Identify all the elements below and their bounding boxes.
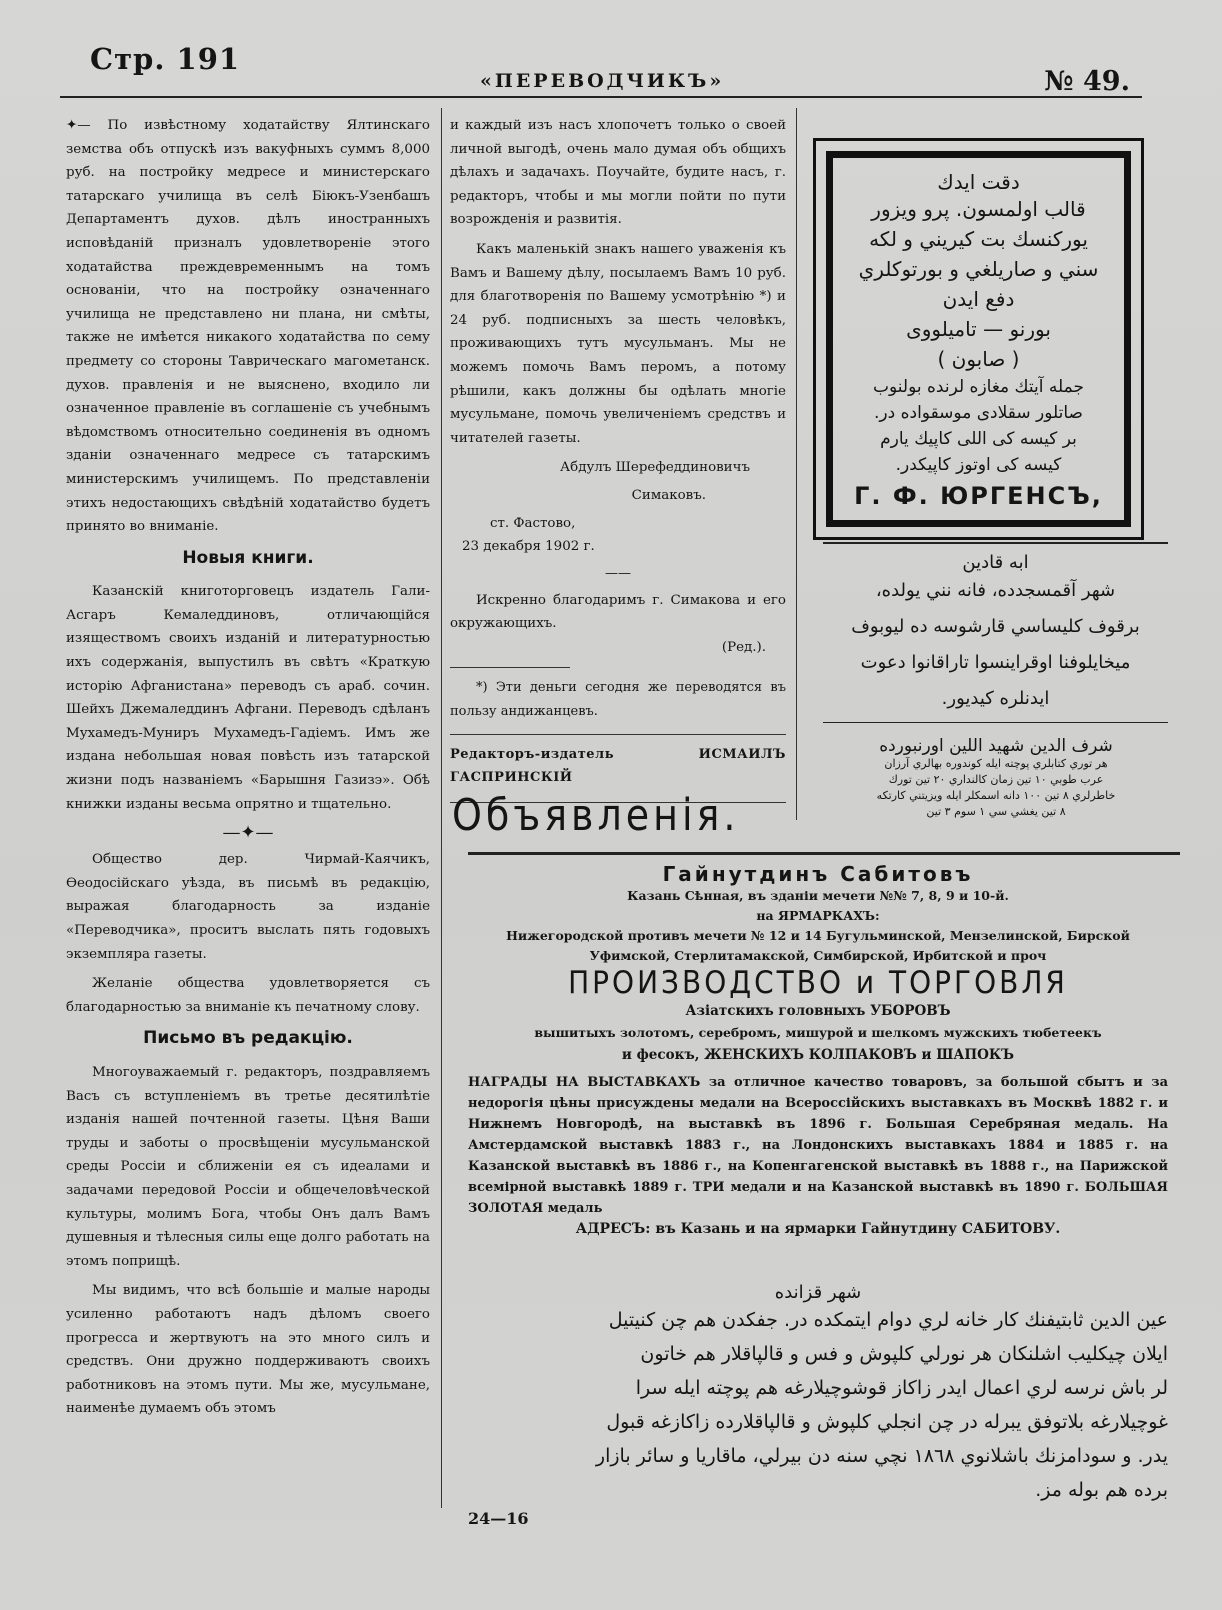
announcements-heading: Объявленія. [452,789,740,841]
ad-line: بورنو — تاميلووی [906,317,1051,341]
dash-divider: —— [605,565,631,581]
ad-heading: شرف الدين شهيد اللين اورنبورده [879,736,1113,756]
letter-heading: Письмо въ редакцію. [143,1028,353,1049]
awards-text: НАГРАДЫ НА ВЫСТАВКАХЪ за отличное качество товаровъ, за большой сбытъ и за недорогія цѣны присуждены медали на Всероссійскихъ выставкахъ въ Москвѣ 1882 г. и Нижнемъ Новгородѣ, на выставкѣ въ 1896 г. Большая Серебряная медаль. На Амстердамской выставкѣ 1883 г., на Лондонскихъ выставкахъ 1884 и 1885 г. на Казанской выставкѣ въ 1886 г., на Копенгагенской выставкѣ въ 1888 г., на Парижской всемірной выставкѣ 1889 г. ТРИ медали и на Казанской выставкѣ въ 1890 г. БОЛЬШАЯ ЗОЛОТАЯ медаль [468,1075,1168,1216]
bookseller-ad [836,736,1156,820]
ad-heading: شهر قزانده [774,1282,862,1303]
page-number: Стр. 191 [90,42,241,76]
editor-rule-top [450,734,786,735]
production-trade: ПРОИЗВОДСТВО и ТОРГОВЛЯ [568,964,1068,1001]
column-divider-left [441,108,442,1508]
ad-line: دفع ايدن [942,287,1015,311]
ad-frame [826,151,1131,527]
ad-line: برقوف کليساسي قارشوسه ده ليوبوف [851,616,1140,637]
embroidery-line: вышитыхъ золотомъ, серебромъ, мишурой и шелкомъ мужскихъ тюбетеекъ [534,1025,1102,1040]
ad-line: ايدنلره کيديور. [941,688,1050,709]
merchant-address: Казань Сѣнная, въ зданіи мечети №№ 7, 8, 9 и 10-й. [627,888,1009,903]
ad-heading: ابه قادين [962,552,1029,573]
issue-number: № 49. [1044,66,1130,97]
letter-paragraph-1: Многоуважаемый г. редакторъ, поздравляемъ Васъ съ вступленіемъ въ третье десятилѣтіе изданія нашей почтенной газеты. Цѣня Ваши труды и заботы о просвѣщеніи мусульманской среды Россіи и сближеніи ея съ идеалами и задачами передовой Россіи и общечеловѣческой культуры, молимъ Бога, чтобы Онъ далъ Вамъ душевныя и тѣлесныя силы еще долго работать на этомъ поприщѣ. [66,1064,430,1269]
ad-line: يورکنسك بت کيريني و لکه [869,227,1088,251]
society-article-2: Желаніе общества удовлетворяется съ благодарностью за вниманіе къ печатному слову. [66,976,430,1015]
masthead-rule [60,96,1142,98]
column-1 [66,114,430,1427]
column-divider-right [796,108,797,820]
ornament-divider: —✦— [222,822,274,844]
fairs-label: на ЯРМАРКАХЪ: [756,908,880,923]
ad-line: ( صابون ) [937,347,1020,371]
ad-line: ميخايلوفنا اوقراينسوا تاراقانوا دعوت [860,652,1131,673]
signature-name-2: Симаковъ. [631,487,706,503]
new-books-heading: Новыя книги. [182,547,314,568]
ad-line: يدر. و سودامزنك باشلانوي ١٨٦٨ نچي سنه دن بيرلي، ماقاريا و سائر بازار [595,1445,1168,1467]
signature-place: ст. Фастово, [490,515,576,531]
ad-line: لر باش نرسه لري اعمال ايدر زاکاز قوشوچيلارغه هم پوچته ايله سرا [635,1377,1168,1399]
ad-line: هر توري کتابلري پوچته ايله کوندوره بهالري آرزان [884,757,1108,770]
sabitov-address: АДРЕСЪ: въ Казань и на ярмарки Гайнутдину САБИТОВУ. [575,1221,1061,1237]
ad-line: عين الدين ثابتيفنك کار خانه لري دوام ايتمکده در. جفکدن هم چن کنيتيل [608,1309,1168,1331]
ad-line: ايلان چيکليب اشلنکان هر نورلي کلپوش و فس و قالپاقلار هم خاتون [640,1343,1168,1365]
ad-line: بر کيسه کی اللی کاپيك يارم [880,429,1077,449]
ad-line: غوچيلارغه بلاتوفق يبرله در چن انجلي کلپوش و قالپاقلارده زاکازغه قبول [606,1411,1168,1433]
letter-continued-1: и каждый изъ насъ хлопочетъ только о своей личной выгодѣ, очень мало думая объ общихъ дѣлахъ и задачахъ. Поучайте, будите насъ, г. редакторъ, чтобы и мы могли пойти по пути возрожденія и развитія. [450,118,786,228]
ad-line: شهر آقمسجدده، فانه نني يولده، [875,580,1116,601]
ad-line: عرب طوبي ١٠ تين زمان کالنداري ٢٠ تين تورك [888,773,1104,786]
thanks-note: Искренно благодаримъ г. Симакова и его окружающихъ. [450,592,786,632]
ad-line: کيسه کی اوتوز کاپيکدر. [895,455,1062,475]
ad-line: صاتلور سقلادی موسقواده در. [874,403,1083,423]
letter-paragraph-2: Мы видимъ, что всѣ большіе и малые народы усиленно работаютъ надъ дѣломъ своего прогресса и жертвуютъ на это много силъ и средствъ. Они дружно поддерживаютъ своихъ работниковъ на этомъ пути. Мы же, мусульмане, наименѣе думаемъ объ этомъ [66,1283,430,1417]
midwife-ad [823,552,1168,717]
ads-section-rule [468,852,1180,855]
column-2 [450,114,786,803]
jurgens-soap-ad [813,138,1144,540]
caps-line: и фесокъ, ЖЕНСКИХЪ КОЛПАКОВЪ и ШАПОКЪ [621,1047,1015,1063]
signature-name-1: Абдулъ Шерефеддиновичъ [560,460,750,476]
footnote-rule [450,667,570,668]
headwear-line: Азіатскихъ головныхъ УБОРОВЪ [685,1003,951,1019]
footnote: *) Эти деньги сегодня же переводятся въ пользу андижанцевъ. [450,680,786,720]
ad-line: ٨ تين يغشي سي ١ سوم ٣ تين [926,805,1066,818]
ad-line: خاطرلري ٨ تين ١٠٠ دانه اسمكلر ايله ويزيتني کارتکه [876,789,1116,802]
society-article-1: Общество дер. Чирмай-Каячикъ, Ѳеодосійскаго уѣзда, въ письмѣ въ редакцію, выражая благодарность за изданіе «Переводчика», проситъ выслать пять годовыхъ экземпляра газеты. [66,852,430,962]
editor-tag: (Ред.). [721,639,766,655]
ad-heading: دقت ايدك [937,170,1020,194]
editor-publisher: Редакторъ-издатель ИСМАИЛЪ ГАСПРИНСКІЙ [450,746,786,786]
ad-divider [823,542,1168,544]
ad-line: برده هم بوله مز. [1035,1479,1168,1501]
sabitov-ad [468,862,1168,1237]
vakf-article: ✦— По извѣстному ходатайству Ялтинскаго земства объ отпускѣ изъ вакуфныхъ суммъ 8,000 руб. на постройку медресе и министерскаго татарскаго училища въ селѣ Біюкъ-Узенбашъ Департаментъ духов. дѣлъ иностранныхъ исповѣданій призналъ удовлетвореніе этого ходатайства преждевременнымъ на томъ основаніи, что на постройку означеннаго училища не представлено ни плана, ни смѣты, также не имѣется никакого ходатайства по сему предмету со стороны Таврическаго магометанск. духов. правленія и не выяснено, входило ли означенное правленіе въ соглашеніе съ учебнымъ вѣдомствомъ относительно соединенія въ одномъ зданіи означеннаго медресе съ татарскимъ министерскимъ училищемъ. По представленіи этихъ недостающихъ свѣдѣній ходатайство будетъ принято во вниманіе. [66,118,430,535]
ad-line: سني و صاريلغي و بورتوكلري [858,257,1099,281]
ad-line: جمله آيتك مغازه لرنده بولنوب [873,377,1084,397]
letter-continued-2: Какъ маленькій знакъ нашего уваженія къ Вамъ и Вашему дѣлу, посылаемъ Вамъ 10 руб. для благотворенія по Вашему усмотрѣнію *) и 24 руб. подписныхъ за шесть человѣкъ, проживающихъ тутъ мусульманъ. Мы не можемъ помочь Вамъ перомъ, а потому рѣшили, какъ должны бы одѣлать многіе мусульмане, помочь увеличеніемъ средствъ и читателей газеты. [450,241,786,446]
jurgens-name: Г. Ф. ЮРГЕНСЪ, [854,482,1103,510]
new-books-article: Казанскій книготорговецъ издатель Гали-Асгаръ Кемаледдиновъ, отличающійся изяществомъ своихъ изданій и литературностью ихъ содержанія, выпустилъ въ свѣтъ «Краткую исторію Афганистана» переводъ съ араб. сочин. Шейхъ Джемаледдинъ Афгани. Переводъ сдѣланъ Мухамедъ-Муниръ Мухамедъ-Гадіемъ. Имъ же издана небольшая новая повѣсть изъ татарской жизни подъ названіемъ «Барышня Газизэ». Обѣ книжки изданы весьма опрятно и тщательно. [66,584,430,812]
signature-date: 23 декабря 1902 г. [462,539,595,555]
merchant-name: Гайнутдинъ Сабитовъ [662,862,974,886]
fairs-list: Нижегородской противъ мечети № 12 и 14 Бугульминской, Мензелинской, Бирской Уфимской, Стерлитамакской, Симбирской, Ирбитской и проч [506,928,1130,963]
ad-counter: 24—16 [468,1509,529,1528]
ad-divider [823,722,1168,723]
ad-line: قالب اولمسون. پرو ويزور [871,197,1086,221]
paper-title: «ПЕРЕВОДЧИКЪ» [480,70,725,92]
ainuddin-ad [468,1282,1168,1528]
